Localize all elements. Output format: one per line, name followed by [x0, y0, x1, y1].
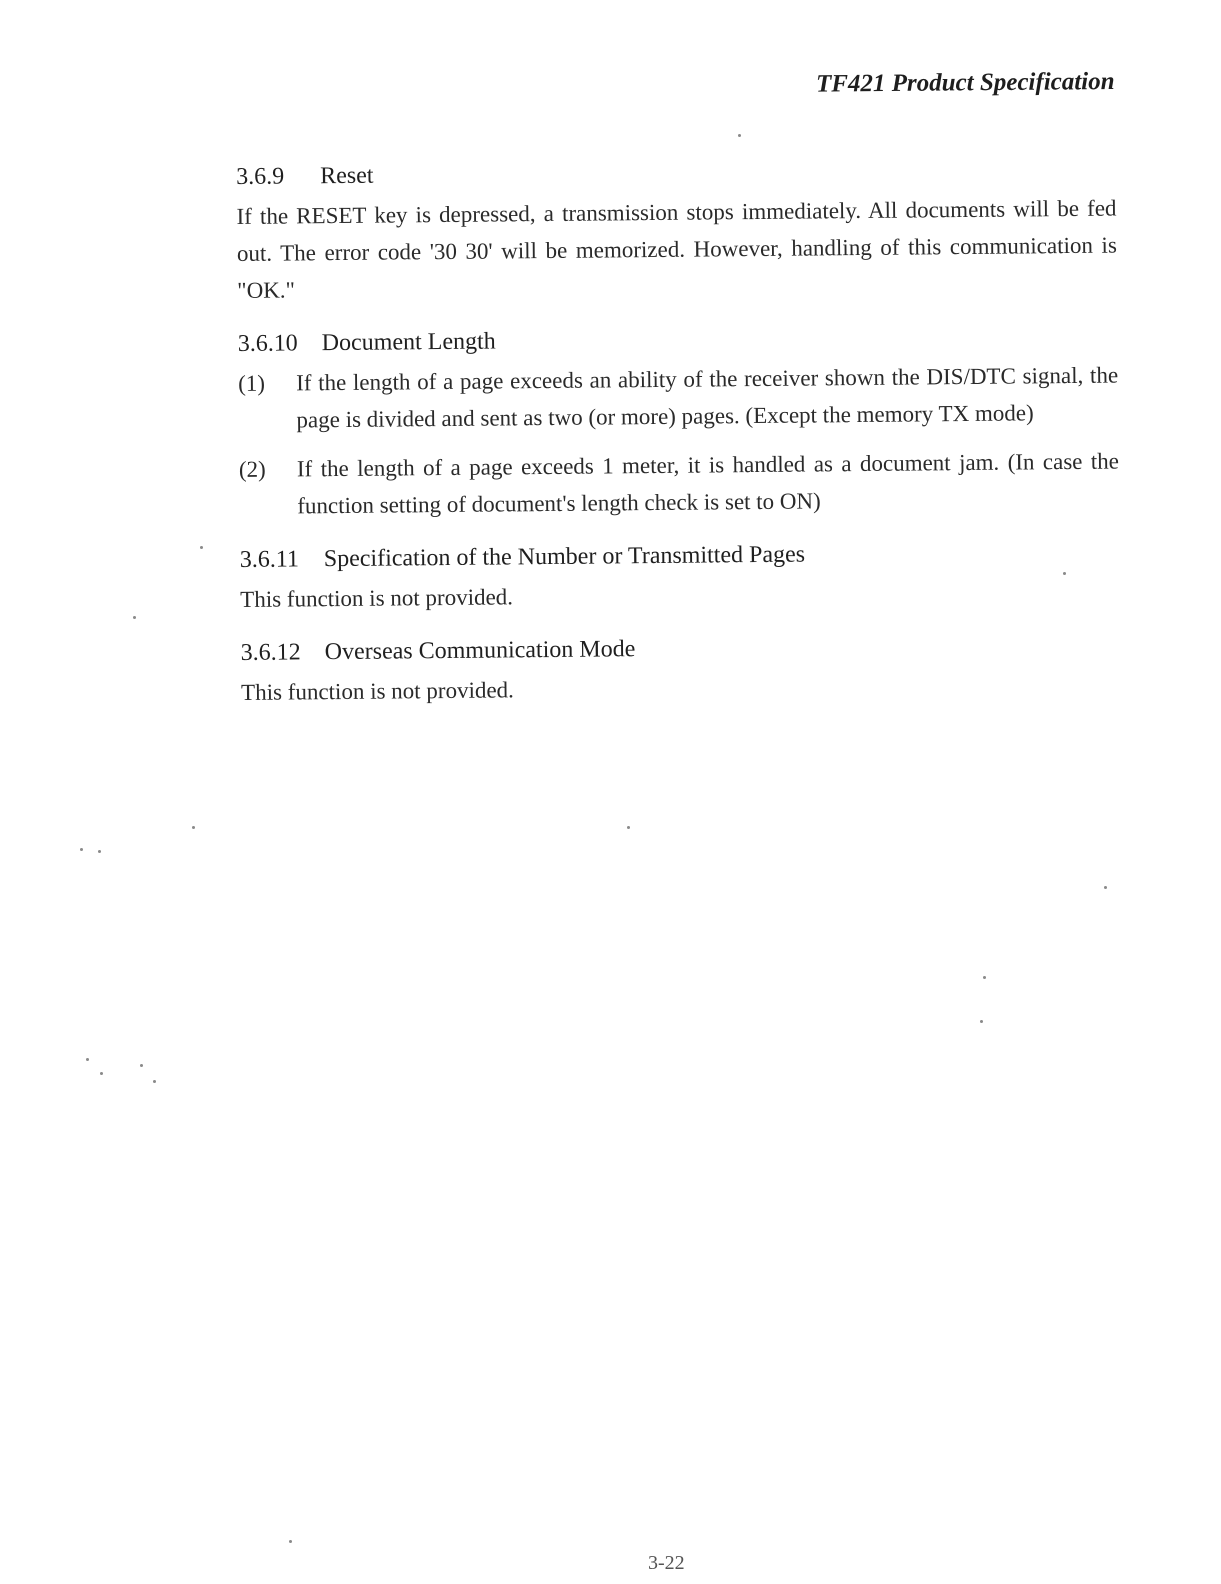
scan-speck — [200, 546, 203, 549]
section-number-of-transmitted-pages — [240, 537, 1121, 618]
scan-speck — [738, 134, 741, 137]
scan-speck — [627, 826, 630, 829]
scan-speck — [192, 826, 195, 829]
scan-speck — [980, 1020, 983, 1023]
section-heading — [241, 630, 1121, 668]
scan-speck — [140, 1064, 143, 1067]
section-paragraph: If the RESET key is depressed, a transmission stops immediately. All documents will be fed out. The error code '30 30' will be memorized. However, handling of this communication is "OK." — [236, 195, 1117, 303]
section-document-length — [238, 321, 1120, 525]
section-paragraph: This function is not provided. — [240, 677, 514, 705]
page-number: 3-22 — [648, 1552, 685, 1574]
section-title: Specification of the Number or Transmitted Pages — [323, 541, 806, 573]
section-title: Reset — [320, 162, 374, 190]
running-header-title: TF421 Product Specification — [816, 68, 1116, 98]
scan-speck — [100, 1072, 103, 1075]
section-number: 3.6.11 — [239, 546, 300, 573]
section-heading — [240, 537, 1120, 575]
section-title: Document Length — [321, 328, 496, 357]
section-heading — [238, 321, 1118, 359]
section-paragraph: This function is not provided. — [240, 584, 514, 612]
section-reset — [236, 154, 1117, 309]
list-marker: (1) — [238, 370, 266, 396]
scan-speck — [153, 1080, 156, 1083]
section-heading — [236, 154, 1116, 192]
scan-speck — [80, 848, 83, 851]
section-number: 3.6.9 — [236, 163, 285, 190]
list-marker: (2) — [238, 456, 266, 482]
section-overseas-communication-mode — [241, 630, 1122, 711]
scan-speck — [98, 850, 101, 853]
list-item — [238, 357, 1119, 439]
scan-speck — [289, 1540, 292, 1543]
list-item — [239, 443, 1120, 525]
section-number: 3.6.10 — [237, 330, 298, 357]
list-item-text: If the length of a page exceeds 1 meter, it is handled as a document jam. (In case the function setting of document's length check is set to ON) — [296, 448, 1120, 519]
scan-speck — [1063, 572, 1066, 575]
scan-speck — [983, 976, 986, 979]
section-title: Overseas Communication Mode — [324, 636, 636, 666]
document-body — [236, 154, 1121, 731]
section-number: 3.6.12 — [240, 639, 301, 666]
scan-speck — [1104, 886, 1107, 889]
scan-speck — [133, 616, 136, 619]
list-item-text: If the length of a page exceeds an ability of the receiver shown the DIS/DTC signal, the page is divided and sent as two (or more) pages. (Except the memory TX mode) — [296, 362, 1119, 433]
scan-speck — [86, 1058, 89, 1061]
